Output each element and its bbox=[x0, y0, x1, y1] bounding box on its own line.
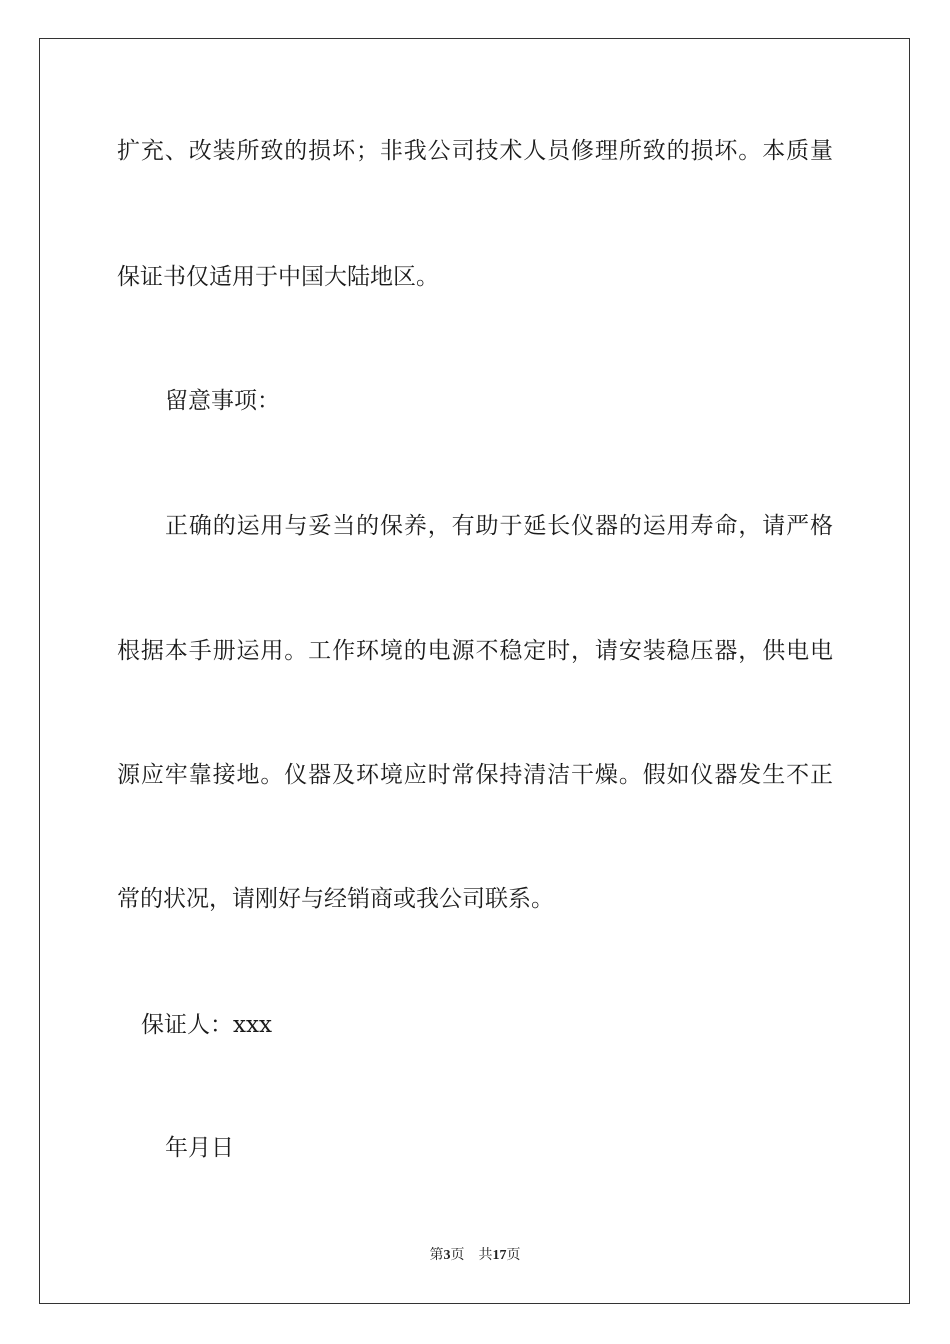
paragraph-line-1: 扩充、改装所致的损坏；非我公司技术人员修理所致的损坏。本质量 bbox=[117, 138, 833, 164]
page-footer bbox=[0, 1247, 950, 1265]
paragraph-line-3: 正确的运用与妥当的保养，有助于延长仪器的运用寿命，请严格 bbox=[165, 513, 833, 539]
footer-total-prefix: 共 bbox=[478, 1248, 493, 1263]
footer-page-suffix: 页 bbox=[450, 1248, 465, 1263]
footer-page-number: 3 bbox=[443, 1248, 451, 1263]
footer-total-suffix: 页 bbox=[506, 1248, 521, 1263]
guarantor-line: 保证人：xxx bbox=[141, 1012, 272, 1038]
paragraph-line-4: 根据本手册运用。工作环境的电源不稳定时，请安装稳压器，供电电 bbox=[117, 638, 833, 664]
notes-heading: 留意事项： bbox=[165, 388, 280, 414]
paragraph-line-2: 保证书仅适用于中国大陆地区。 bbox=[117, 264, 439, 290]
footer-prefix: 第 bbox=[429, 1248, 444, 1263]
paragraph-line-6: 常的状况，请刚好与经销商或我公司联系。 bbox=[117, 886, 554, 912]
paragraph-line-5: 源应牢靠接地。仪器及环境应时常保持清洁干燥。假如仪器发生不正 bbox=[117, 762, 833, 788]
date-line: 年月日 bbox=[165, 1135, 234, 1161]
footer-total-pages: 17 bbox=[492, 1248, 507, 1263]
page-border bbox=[39, 38, 910, 1304]
